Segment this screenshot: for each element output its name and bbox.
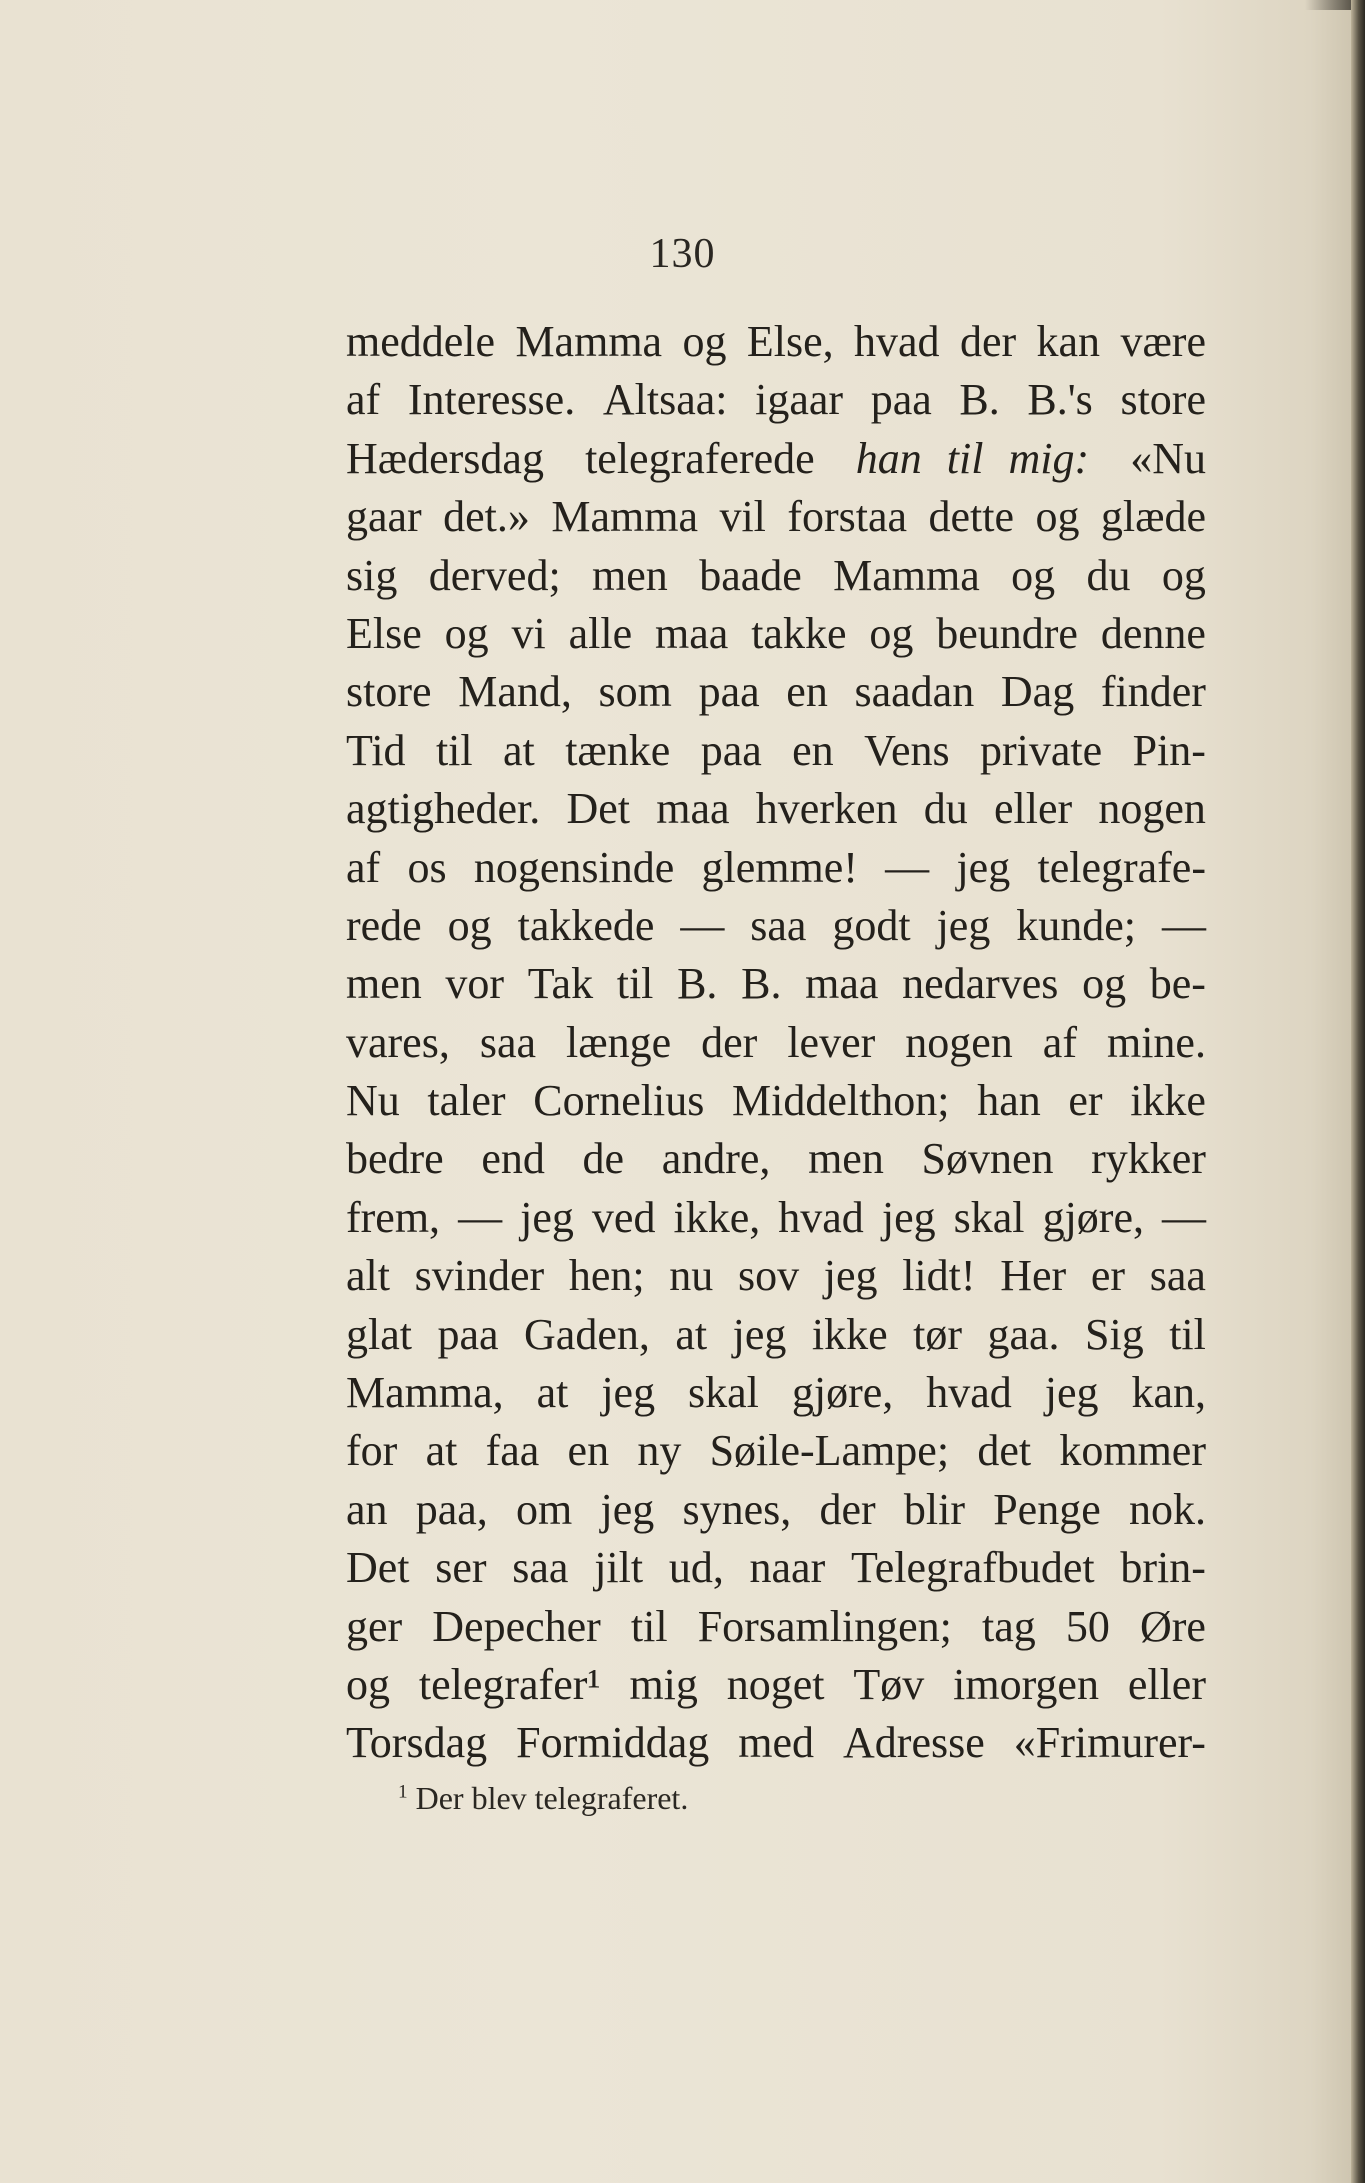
text-line	[346, 1364, 1206, 1422]
word: tag	[982, 1601, 1036, 1651]
word: vares,	[346, 1017, 450, 1067]
word: Mamma	[551, 492, 698, 542]
word: svinder	[414, 1251, 545, 1301]
word: nu	[669, 1251, 714, 1301]
word: Søvnen	[921, 1134, 1054, 1184]
word: Tøv	[853, 1659, 925, 1709]
word: end	[481, 1134, 545, 1184]
text-line	[346, 1072, 1206, 1130]
body-text	[346, 313, 1206, 1773]
word: nogen	[905, 1017, 1013, 1067]
word: nok.	[1128, 1484, 1206, 1534]
word: «Nu	[1130, 433, 1206, 483]
word: Formiddag	[516, 1718, 710, 1768]
word: gaar	[346, 492, 422, 542]
word: skal	[953, 1192, 1025, 1242]
word: agtigheder.	[346, 784, 541, 834]
word: frem,	[346, 1192, 441, 1242]
word: denne	[1100, 608, 1206, 658]
word: paa	[437, 1309, 499, 1359]
word: vi	[511, 608, 546, 658]
word: glemme!	[701, 842, 858, 892]
word: saa	[479, 1017, 537, 1067]
word: du	[923, 784, 968, 834]
word: imorgen	[953, 1659, 1099, 1709]
word: jeg	[520, 1192, 574, 1242]
word: —	[1161, 900, 1206, 950]
word: tør	[913, 1309, 962, 1359]
word: eller	[1127, 1659, 1206, 1709]
word: Tid	[346, 725, 406, 775]
word: an	[346, 1484, 388, 1534]
word: det.»	[443, 492, 530, 542]
word: at	[503, 725, 535, 775]
word: kan	[1036, 317, 1101, 366]
word: hvad	[854, 317, 940, 366]
word: jeg	[956, 842, 1011, 892]
word: bedre	[346, 1134, 444, 1184]
word: og	[1011, 550, 1056, 600]
word: og	[1082, 959, 1127, 1009]
page-spine-edge	[1351, 0, 1365, 2183]
word: Depecher	[432, 1601, 601, 1651]
word: du	[1086, 550, 1131, 600]
word: Penge	[993, 1484, 1101, 1534]
word: «Frimurer-	[1013, 1718, 1206, 1768]
word: er	[1068, 1076, 1103, 1126]
word: lidt!	[902, 1251, 976, 1301]
word: Gaden,	[524, 1309, 650, 1359]
text-line	[346, 955, 1206, 1013]
word: glæde	[1100, 492, 1206, 542]
word: længe	[566, 1017, 672, 1067]
word: jeg	[823, 1251, 878, 1301]
word: for	[346, 1426, 398, 1476]
word: —	[1162, 1192, 1206, 1242]
word: ikke	[1130, 1076, 1206, 1126]
footnote-text: Der blev telegraferet.	[415, 1780, 689, 1816]
word: finder	[1100, 667, 1206, 717]
word: gaa.	[987, 1309, 1060, 1359]
word: telegraferede	[585, 433, 815, 483]
word: Adresse	[843, 1718, 985, 1768]
word: maa	[656, 784, 730, 834]
word: der	[701, 1017, 758, 1067]
word: saadan	[854, 667, 975, 717]
word: jeg	[1044, 1368, 1099, 1418]
text-line	[346, 605, 1206, 663]
word: paa	[870, 375, 932, 425]
word: han	[977, 1076, 1041, 1126]
word: Hædersdag	[346, 433, 544, 483]
text-line	[346, 430, 1206, 488]
text-line	[346, 663, 1206, 721]
word: det	[977, 1426, 1032, 1476]
word: ikke	[811, 1309, 888, 1359]
text-line	[346, 1189, 1206, 1247]
word: Middelthon;	[731, 1076, 950, 1126]
word: naar	[749, 1543, 826, 1593]
word: er	[1090, 1251, 1126, 1301]
word: brin-	[1120, 1543, 1206, 1593]
word: mig	[629, 1659, 698, 1709]
word: glat	[346, 1309, 412, 1359]
word: og	[1161, 550, 1206, 600]
word: rede	[346, 900, 422, 950]
word: Øre	[1139, 1601, 1206, 1651]
word: private	[980, 725, 1103, 775]
word: Mand,	[458, 667, 572, 717]
word: ser	[435, 1543, 487, 1593]
word: gjøre,	[1042, 1192, 1144, 1242]
word: jeg	[732, 1309, 787, 1359]
text-line	[346, 1481, 1206, 1539]
word: takkede	[517, 900, 655, 950]
word: nogensinde	[473, 842, 675, 892]
text-line	[346, 1656, 1206, 1714]
word: en	[567, 1426, 610, 1476]
word: Else,	[746, 317, 834, 366]
word: ger	[346, 1601, 403, 1651]
word: telegrafe-	[1037, 842, 1206, 892]
word: forstaa	[787, 492, 908, 542]
word: —	[680, 900, 725, 950]
word: be-	[1149, 959, 1206, 1009]
word: Pin-	[1132, 725, 1206, 775]
word: Sig	[1085, 1309, 1144, 1359]
word: —	[885, 842, 930, 892]
word: hvad	[926, 1368, 1012, 1418]
word: til	[630, 1601, 668, 1651]
word: der	[819, 1484, 876, 1534]
word: store	[346, 667, 432, 717]
word: at	[425, 1426, 458, 1476]
word: sig	[346, 550, 398, 600]
text-line	[346, 1714, 1206, 1772]
word: maa	[805, 959, 879, 1009]
word: til	[616, 959, 654, 1009]
word: Vens	[864, 725, 950, 775]
word: Mamma	[833, 550, 980, 600]
word: Forsamlingen;	[697, 1601, 952, 1651]
word: ikke,	[673, 1192, 761, 1242]
word: vil	[719, 492, 766, 542]
word: og	[346, 1659, 390, 1709]
word: B.	[677, 959, 718, 1009]
word: gjøre,	[791, 1368, 894, 1418]
word: jeg	[936, 900, 991, 950]
word: til	[1169, 1309, 1206, 1359]
word: kan,	[1131, 1368, 1206, 1418]
word: Telegrafbudet	[850, 1543, 1095, 1593]
word: at	[536, 1368, 569, 1418]
text-line	[346, 488, 1206, 546]
footnote	[398, 1780, 688, 1817]
word: af	[346, 842, 381, 892]
word: med	[738, 1718, 815, 1768]
word: —	[458, 1192, 503, 1242]
word: men	[592, 550, 668, 600]
word: maa	[655, 608, 729, 658]
word: godt	[832, 900, 911, 950]
word: os	[407, 842, 447, 892]
word: nogen	[1098, 784, 1206, 834]
word: blir	[903, 1484, 965, 1534]
word: alt	[346, 1251, 390, 1301]
word: hen;	[568, 1251, 645, 1301]
word: Tak	[527, 959, 594, 1009]
word: Torsdag	[346, 1718, 488, 1768]
word: takke	[751, 608, 847, 658]
text-line	[346, 1247, 1206, 1305]
word: beundre	[936, 608, 1078, 658]
text-line	[346, 1014, 1206, 1072]
word: en	[786, 667, 828, 717]
word: Interesse.	[407, 375, 576, 425]
word: Altsaa:	[602, 375, 728, 425]
word: eller	[993, 784, 1073, 834]
text-line	[346, 1539, 1206, 1597]
word: Else	[346, 608, 422, 658]
word: faa	[485, 1426, 540, 1476]
text-line	[346, 722, 1206, 780]
word: B.'s	[1027, 375, 1093, 425]
word: og	[1035, 492, 1080, 542]
word: om	[516, 1484, 573, 1534]
word: saa	[750, 900, 807, 950]
word: B.	[741, 959, 782, 1009]
footnote-marker: 1	[398, 1781, 408, 1803]
word: at	[675, 1309, 708, 1359]
word: af	[346, 375, 381, 425]
text-line	[346, 1306, 1206, 1364]
word: alle	[568, 608, 633, 658]
word: telegrafer¹	[418, 1659, 601, 1709]
word: Her	[1000, 1251, 1067, 1301]
word: og	[682, 317, 727, 366]
word: ved	[591, 1192, 656, 1242]
word: derved;	[428, 550, 561, 600]
word: ny	[637, 1426, 682, 1476]
word: kunde;	[1016, 900, 1137, 950]
italic-phrase: han til mig:	[855, 433, 1090, 483]
word: hvad	[778, 1192, 864, 1242]
word: noget	[726, 1659, 825, 1709]
word: taler	[427, 1076, 506, 1126]
word: saa	[512, 1543, 569, 1593]
word: en	[792, 725, 834, 775]
word: synes,	[682, 1484, 792, 1534]
page-number: 130	[649, 231, 716, 277]
word: andre,	[661, 1134, 771, 1184]
word: men	[808, 1134, 884, 1184]
word: paa	[700, 725, 762, 775]
text-line	[346, 1598, 1206, 1656]
word: paa,	[415, 1484, 488, 1534]
word: jeg	[600, 1484, 655, 1534]
word: Søile-Lampe;	[709, 1426, 950, 1476]
word: til	[435, 725, 473, 775]
word: kommer	[1059, 1426, 1206, 1476]
word: store	[1120, 375, 1206, 425]
word: Cornelius	[533, 1076, 705, 1126]
word: rykker	[1091, 1134, 1206, 1184]
word: Det	[566, 784, 631, 834]
text-line	[346, 839, 1206, 897]
word: de	[582, 1134, 625, 1184]
text-line	[346, 1422, 1206, 1480]
word: meddele	[346, 317, 496, 366]
word: lever	[787, 1017, 876, 1067]
word: saa	[1149, 1251, 1206, 1301]
word: Nu	[346, 1076, 400, 1126]
word: Dag	[1000, 667, 1075, 717]
word: jeg	[601, 1368, 656, 1418]
word: 50	[1065, 1601, 1110, 1651]
word: og	[447, 900, 492, 950]
word: mine.	[1106, 1017, 1206, 1067]
word: men	[346, 959, 422, 1009]
word: af	[1042, 1017, 1077, 1067]
word: og	[444, 608, 489, 658]
word: jilt	[594, 1543, 644, 1593]
word: nedarves	[902, 959, 1059, 1009]
word: baade	[699, 550, 802, 600]
text-line	[346, 371, 1206, 429]
word: dette	[928, 492, 1014, 542]
word: paa	[698, 667, 760, 717]
word: skal	[688, 1368, 759, 1418]
word: ud,	[668, 1543, 724, 1593]
word: Det	[346, 1543, 410, 1593]
word: B.	[959, 375, 1000, 425]
word: Mamma,	[346, 1368, 504, 1418]
word: være	[1120, 317, 1206, 366]
word: der	[959, 317, 1017, 366]
text-line	[346, 897, 1206, 955]
word: Mamma	[515, 317, 663, 366]
text-line	[346, 547, 1206, 605]
text-line	[346, 780, 1206, 838]
word: vor	[445, 959, 505, 1009]
text-line	[346, 313, 1206, 371]
text-line	[346, 1130, 1206, 1188]
word: og	[869, 608, 914, 658]
word: tænke	[565, 725, 671, 775]
word: sov	[737, 1251, 800, 1301]
word: som	[598, 667, 672, 717]
word: jeg	[881, 1192, 936, 1242]
word: igaar	[755, 375, 844, 425]
word: hverken	[755, 784, 898, 834]
